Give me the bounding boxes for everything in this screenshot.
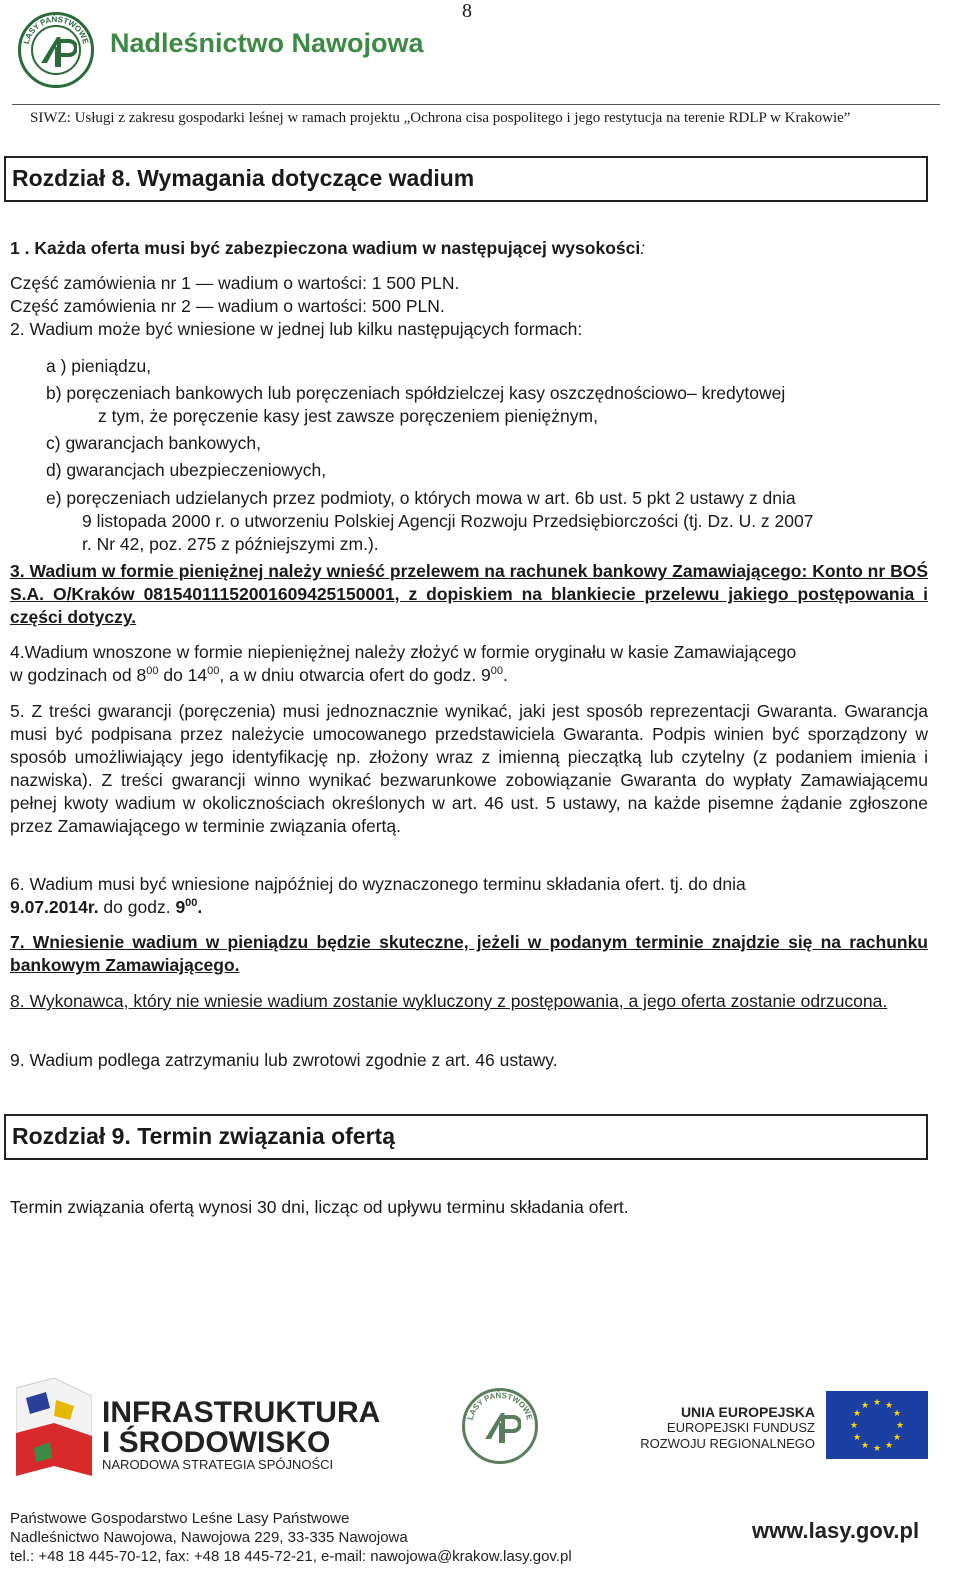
paragraph-4-end: .	[503, 665, 508, 685]
svg-text:★: ★	[860, 1441, 870, 1451]
lasy-panstwowe-logo	[18, 12, 94, 88]
paragraph-4-hours-to: do 14	[158, 665, 208, 685]
svg-text:★: ★	[852, 1433, 862, 1443]
paragraph-6-line2	[10, 896, 202, 919]
form-item-b-line2: z tym, że poręczenie kasy jest zawsze poręczeniem pieniężnym,	[98, 406, 598, 426]
infrastructure-logo-title	[102, 1398, 380, 1458]
paragraph-4-line2	[10, 664, 508, 687]
paragraph-3-bank-account: 3. Wadium w formie pieniężnej należy wnieść przelewem na rachunek bankowy Zamawiającego: Konto nr BOŚ S.A. O/Kraków 08154011152001609425150001, z dopiskiem na blankiecie przelewu jakiego postępowania i części dotyczy.	[10, 561, 928, 627]
form-item-e-line2: 9 listopada 2000 r. o utworzeniu Polskiej Agencji Rozwoju Przedsiębiorczości (tj. Dz. U. z 2007	[82, 511, 814, 531]
form-item-c: c) gwarancjach bankowych,	[46, 433, 261, 453]
section-9-text: Termin związania ofertą wynosi 30 dni, licząc od upływu terminu składania ofert.	[10, 1197, 629, 1217]
svg-text:★: ★	[884, 1441, 894, 1451]
eu-line-3: ROZWOJU REGIONALNEGO	[640, 1436, 815, 1451]
part-1-amount: Część zamówienia nr 1 — wadium o wartości: 1 500 PLN.	[10, 273, 460, 293]
form-item-b-line1: b) poręczeniach bankowych lub poręczeniach spółdzielczej kasy oszczędnościowo– kredytowej	[46, 383, 786, 403]
svg-text:★: ★	[872, 1398, 882, 1408]
form-item-d: d) gwarancjach ubezpieczeniowych,	[46, 460, 327, 480]
svg-text:★: ★	[872, 1444, 882, 1454]
form-item-e-line3: r. Nr 42, poz. 275 z późniejszymi zm.).	[82, 534, 379, 554]
tree-mark-icon	[481, 1409, 521, 1449]
superscript: 00	[490, 665, 504, 677]
paragraph-4-opening: , a w dniu otwarcia ofert do godz. 9	[219, 665, 491, 685]
tree-mark-icon	[37, 33, 77, 73]
infra-line-1: INFRASTRUKTURA	[102, 1396, 381, 1429]
deadline-mid: do godz.	[98, 897, 176, 917]
form-item-e-line1: e) poręczeniach udzielanych przez podmioty, o których mowa w art. 6b ust. 5 pkt 2 ustawy z dnia	[46, 488, 796, 508]
eu-fund-text	[640, 1404, 815, 1452]
deadline-hour: 9	[175, 897, 186, 917]
paragraph-4-line1: 4.Wadium wnoszone w formie niepieniężnej należy złożyć w formie oryginału w kasie Zamawiającego	[10, 642, 797, 662]
footer-contact-line: tel.: +48 18 445-70-12, fax: +48 18 445-72-21, e-mail: nawojowa@krakow.lasy.gov.pl	[10, 1548, 572, 1565]
paragraph-7: 7. Wniesienie wadium w pieniądzu będzie skuteczne, jeżeli w podanym terminie znajdzie się na rachunku bankowym Zamawiającego.	[10, 932, 928, 975]
svg-text:★: ★	[852, 1409, 862, 1419]
page-number: 8	[462, 0, 472, 22]
paragraph-9: 9. Wadium podlega zatrzymaniu lub zwrotowi zgodnie z art. 46 ustawy.	[10, 1050, 558, 1070]
paragraph-1	[10, 237, 645, 260]
lasy-panstwowe-footer-logo	[462, 1388, 538, 1464]
footer-address-line-2: Nadleśnictwo Nawojowa, Nawojowa 229, 33-335 Nawojowa	[10, 1529, 408, 1546]
footer-address-line-1: Państwowe Gospodarstwo Leśne Lasy Państwowe	[10, 1510, 350, 1527]
section-8-heading: Rozdział 8. Wymagania dotyczące wadium	[4, 156, 928, 202]
superscript: 00	[207, 665, 220, 677]
paragraph-8: 8. Wykonawca, który nie wniesie wadium zostanie wykluczony z postępowania, a jego oferta zostanie odrzucona.	[10, 991, 888, 1011]
eu-line-2: EUROPEJSKI FUNDUSZ	[666, 1420, 815, 1435]
paragraph-6-line1: 6. Wadium musi być wniesione najpóźniej do wyznaczonego terminu składania ofert. tj. do dnia	[10, 874, 746, 894]
paragraph-5-guarantee: 5. Z treści gwarancji (poręczenia) musi jednoznacznie wynikać, jaki jest sposób reprezentacji Gwaranta. Gwarancja musi być podpisana przez należycie umocowanego przedstawiciela Gwaranta. Podpis winien być sporządzony w sposób umożliwiający jego identyfikację np. złożony wraz z imienną pieczątką lub czytelny (z podaniem imienia i nazwiska). Z treści gwarancji winno wynikać bezwarunkowe zobowiązanie Gwaranta do wypłaty Zamawiającemu pełnej kwoty wadium w okolicznościach określonych w art. 46 ust. 5 ustawy, na każde pisemne żądanie zgłoszone przez Zamawiającego w terminie związania ofertą.	[10, 701, 928, 836]
footer-address	[10, 1509, 572, 1566]
superscript: 00	[146, 665, 159, 677]
svg-text:★: ★	[884, 1401, 894, 1411]
paragraph-2: 2. Wadium może być wniesione w jednej lub kilku następujących formach:	[10, 319, 583, 339]
svg-text:★: ★	[895, 1421, 905, 1431]
deadline-end: .	[197, 897, 203, 917]
document-subtitle: SIWZ: Usługi z zakresu gospodarki leśnej w ramach projektu „Ochrona cisa pospolitego i jego restytucja na terenie RDLP w Krakowie”	[30, 110, 851, 126]
section-9-heading: Rozdział 9. Termin związania ofertą	[4, 1114, 928, 1160]
part-2-amount: Część zamówienia nr 2 — wadium o wartości: 500 PLN.	[10, 296, 445, 316]
svg-text:★: ★	[892, 1409, 902, 1419]
svg-text:★: ★	[892, 1433, 902, 1443]
svg-text:LASY PAŃSTWOWE: LASY PAŃSTWOWE	[465, 1390, 535, 1422]
header-divider	[12, 104, 940, 105]
superscript: 00	[185, 897, 198, 909]
paragraph-1-colon: :	[640, 238, 646, 258]
website-url: www.lasy.gov.pl	[752, 1518, 920, 1543]
infrastructure-logo-subtitle: NARODOWA STRATEGIA SPÓJNOŚCI	[102, 1457, 334, 1472]
svg-text:LASY PAŃSTWOWE: LASY PAŃSTWOWE	[21, 14, 91, 46]
poland-flag-graphic	[16, 1378, 92, 1478]
deadline-date: 9.07.2014r.	[10, 897, 99, 917]
infra-line-2: I ŚRODOWISKO	[102, 1426, 331, 1459]
paragraph-1-text: 1 . Każda oferta musi być zabezpieczona wadium w następującej wysokości	[10, 238, 641, 258]
svg-text:★: ★	[860, 1401, 870, 1411]
form-item-a: a ) pieniądzu,	[46, 356, 152, 376]
organization-name: Nadleśnictwo Nawojowa	[110, 28, 424, 58]
eu-flag-icon	[826, 1391, 928, 1459]
eu-line-1: UNIA EUROPEJSKA	[680, 1404, 815, 1420]
paragraph-4-hours-from: w godzinach od 8	[10, 665, 147, 685]
svg-text:★: ★	[849, 1421, 859, 1431]
